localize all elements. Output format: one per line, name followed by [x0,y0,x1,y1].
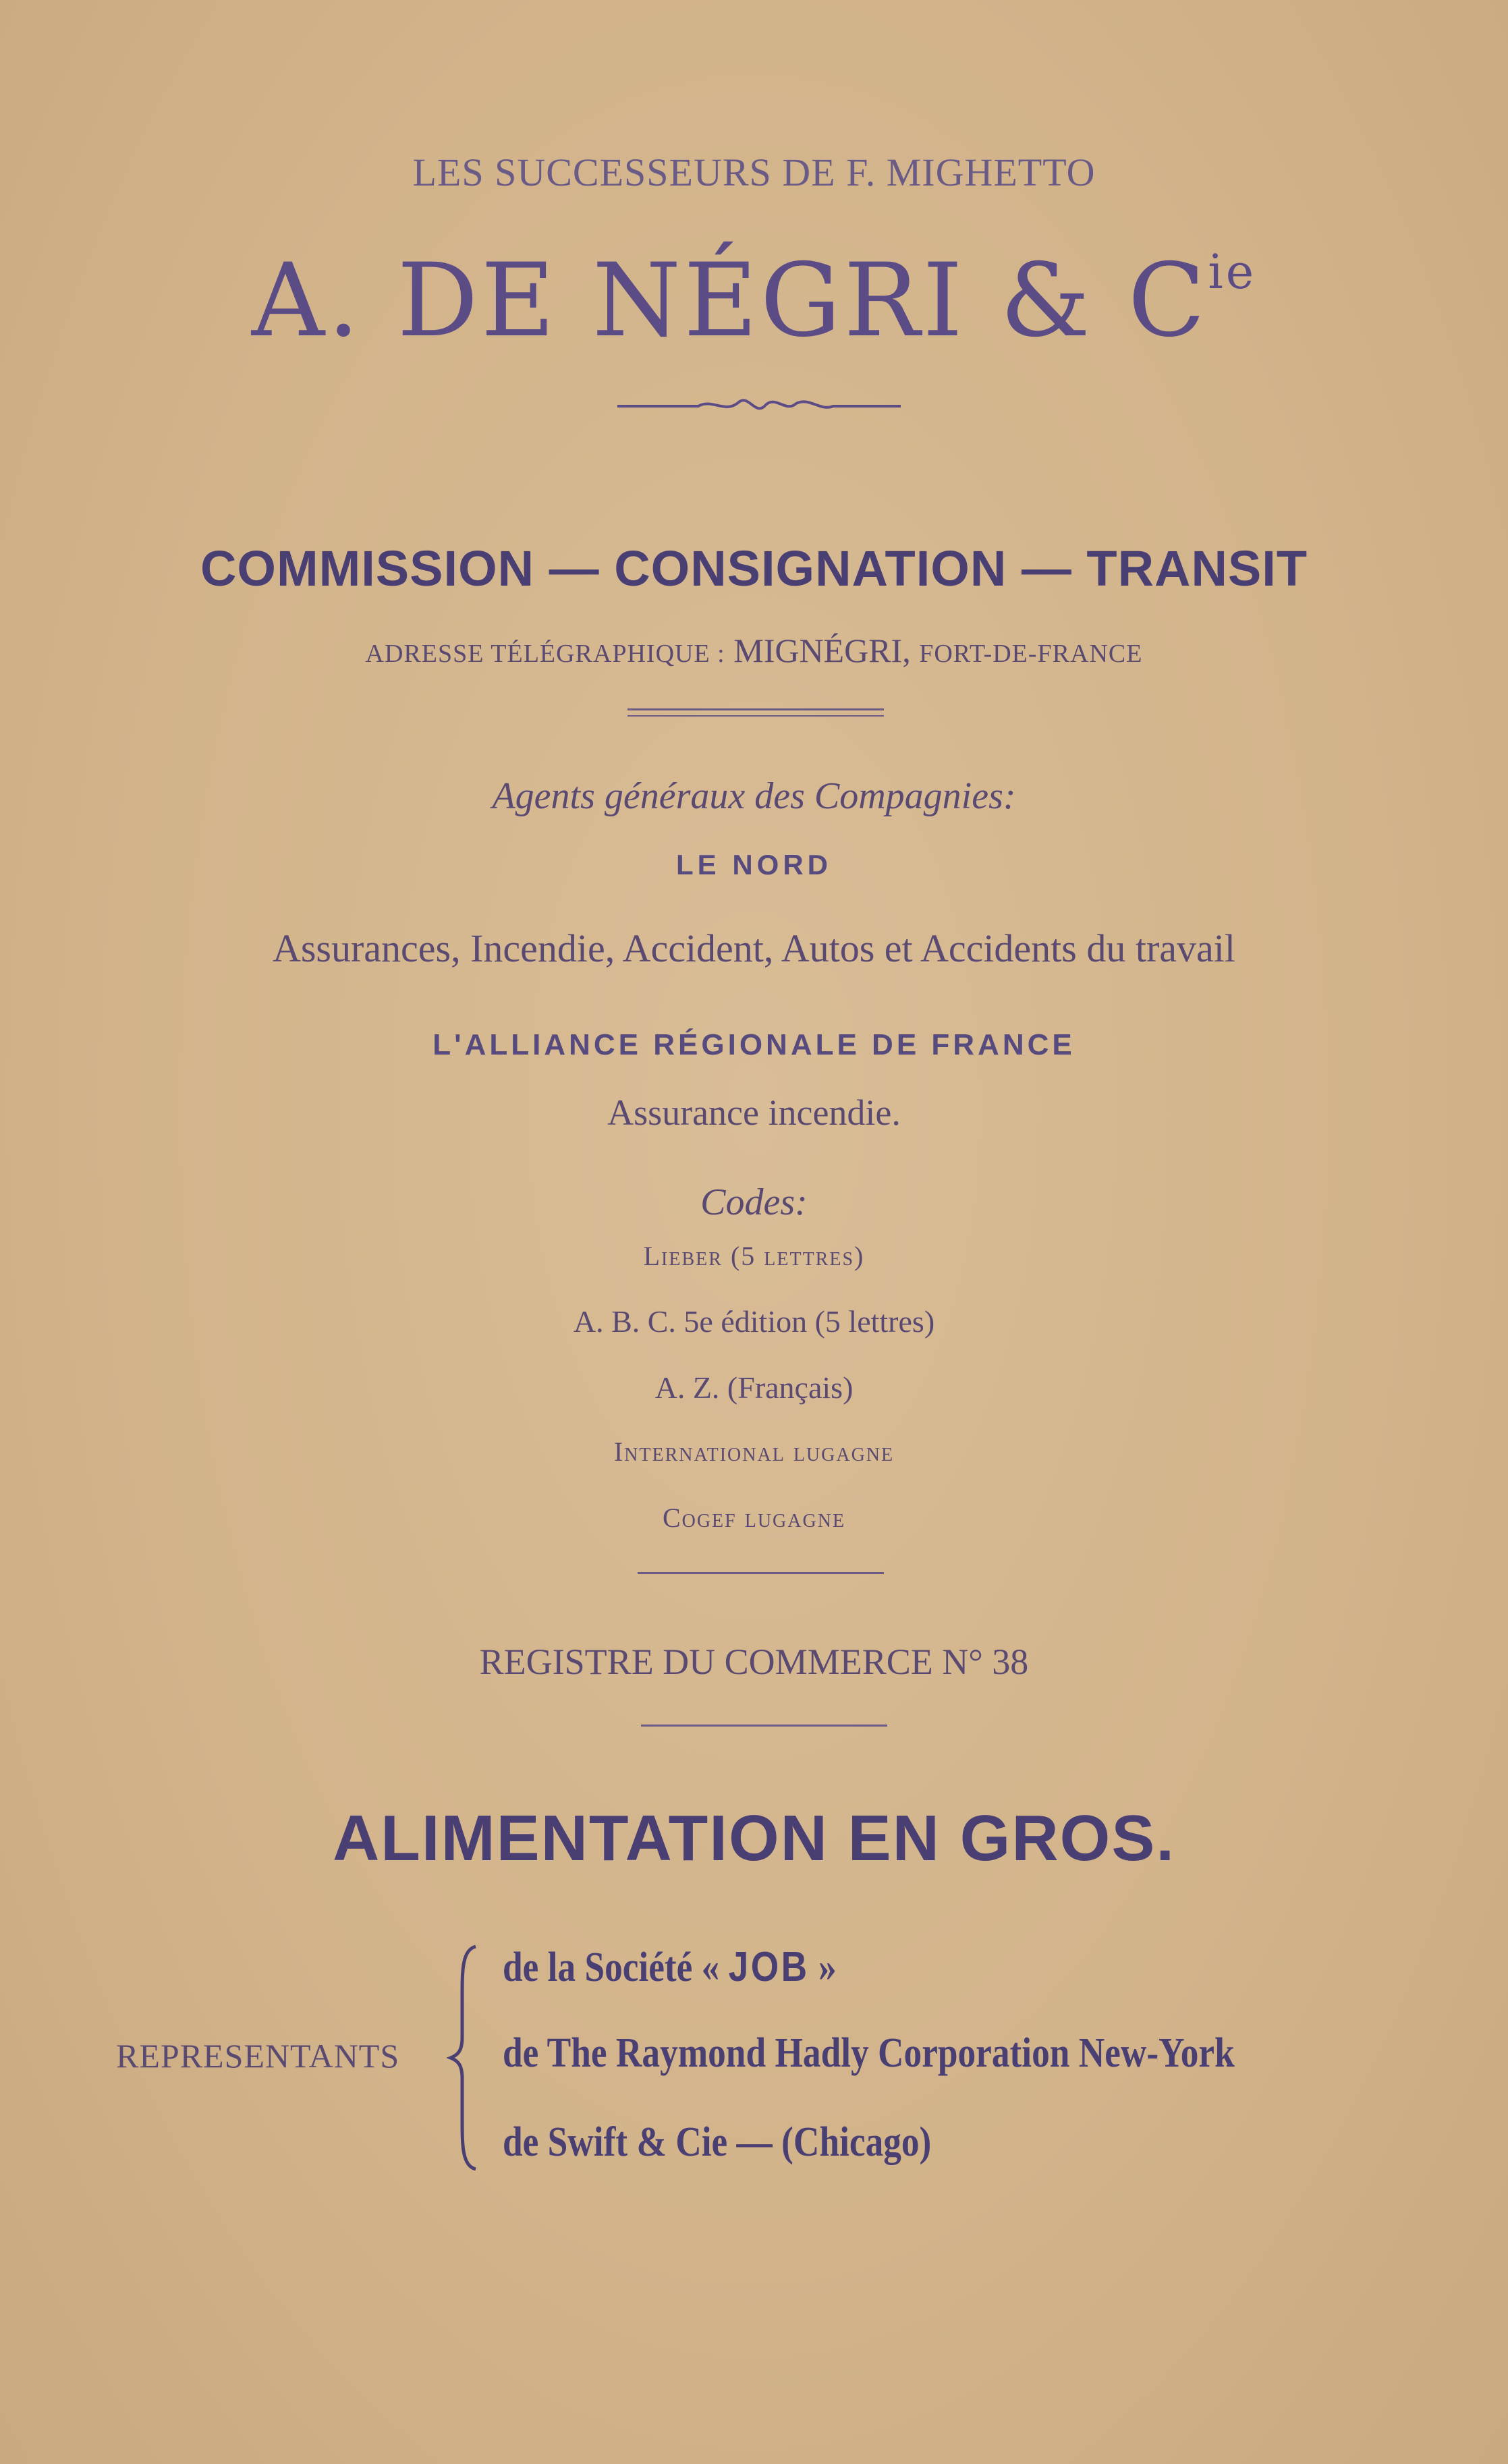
representant-job-suffix: » [818,1944,837,1990]
codes-title: Codes: [700,1181,808,1223]
alimentation-heading: ALIMENTATION EN GROS. [332,1802,1176,1874]
code-item-lieber: Lieber (5 lettres) [643,1241,865,1271]
telegraphic-address [0,631,1508,670]
firm-name [0,242,1508,360]
divider-codes [638,1572,884,1574]
company-le-nord-lines: Assurances, Incendie, Accident, Autos et Accidents du travail [272,926,1236,970]
services-line: COMMISSION — CONSIGNATION — TRANSIT [200,540,1308,596]
representants-label: REPRESENTANTS [116,2037,400,2075]
code-item-international: International lugagne [613,1436,895,1467]
representant-raymond-hadly: de The Raymond Hadly Corporation New-York [503,2030,1235,2076]
divider-double-top [627,708,884,710]
company-alliance-lines: Assurance incendie. [607,1092,901,1133]
firm-name-text: A. DE NÉGRI & C [251,242,1208,360]
representant-job [503,1943,837,1992]
registre-commerce: REGISTRE DU COMMERCE N° 38 [479,1642,1029,1682]
code-item-az: A. Z. (Français) [654,1370,854,1405]
successors-line: LES SUCCESSEURS DE F. MIGHETTO [412,150,1096,194]
code-item-cogef: Cogef lugagne [662,1503,846,1533]
address-name: MIGNÉGRI, [733,632,911,669]
divider-registre [641,1725,887,1727]
curly-brace-icon [445,1943,486,2173]
representant-swift: de Swift & Cie — (Chicago) [503,2119,932,2165]
representant-job-prefix: de la Société « [503,1944,720,1990]
address-place: FORT-DE-FRANCE [919,640,1143,668]
divider-double-bottom [627,715,884,717]
firm-name-suffix: ie [1208,244,1257,300]
job-brand: JOB [728,1944,810,1990]
ornament-flourish-icon [617,393,901,420]
agents-title: Agents généraux des Compagnies: [492,775,1016,817]
address-label: ADRESSE TÉLÉGRAPHIQUE : [365,640,725,668]
company-alliance-regionale: L'ALLIANCE RÉGIONALE DE FRANCE [432,1028,1076,1061]
company-le-nord: LE NORD [676,849,832,880]
code-item-abc: A. B. C. 5e édition (5 lettres) [573,1304,935,1339]
